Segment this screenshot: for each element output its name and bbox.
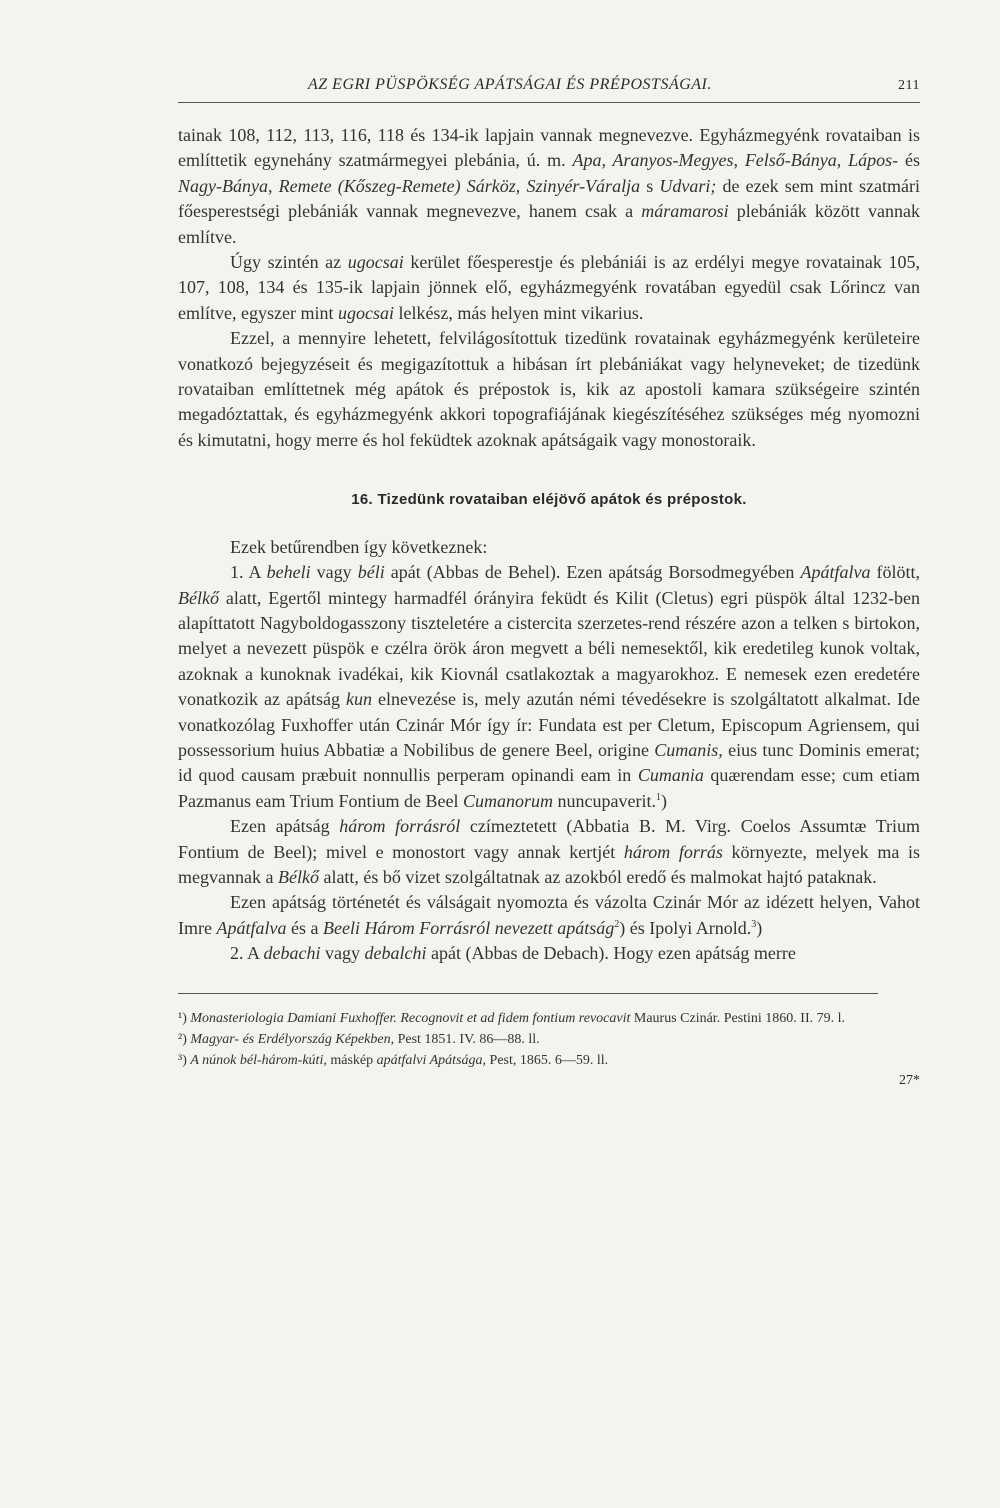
page-number: 211 <box>898 78 920 93</box>
footnote: ¹) Monasteriologia Damiani Fuxhoffer. Recognovit et ad fidem fontium revocavit Maurus Czinár. Pestini 1860. II. 79. l. <box>178 1010 846 1026</box>
document-page <box>178 72 920 1089</box>
footnotes <box>178 1008 920 1071</box>
running-head-title: AZ EGRI PÜSPÖKSÉG APÁTSÁGAI ÉS PRÉPOSTSÁGAI. <box>308 76 712 93</box>
paragraph: Ezen apátság három forrásról czímeztetett (Abbatia B. M. Virg. Coelos Assumtæ Trium Fontium de Beel); mivel e monostort vagy annak kertjét három forrás környezte, melyek ma is megvannak a Bélkő alatt, és bő vizet szolgáltatnak az azokból eredő és malmokat hajtó pataknak. <box>178 816 921 887</box>
section-heading: 16. Tizedünk rovataiban eléjövő apátok és prépostok. <box>351 491 747 509</box>
body-text <box>178 123 920 967</box>
footnote-rule <box>178 993 878 994</box>
footnote: ³) A núnok bél-három-kúti, máskép apátfalvi Apátsága, Pest, 1865. 6—59. ll. <box>178 1052 609 1068</box>
paragraph: 1. A beheli vagy béli apát (Abbas de Behel). Ezen apátság Borsodmegyében Apátfalva fölött, Bélkő alatt, Egertől mintegy harmadfél órányira feküdt és Kilit (Cletus) egri püspök által 1232-ben alapíttatott Nagyboldogasszony tiszteletére a cistercita szerzetes-rend részére azon a telken s birtokon, melyet a nevezett püspök e czélra örök áron megvett a béli nemesektől, kik eredetileg kunok voltak, azoknak a kunoknak ivadékai, kik Kiovnál csatlakoztak a magyarokhoz. E nemesek ezen eredetére vonatkozik az apátság kun elnevezése is, mely azután némi tévedésekre is szolgáltatott alkalmat. Ide vonatkozólag Fuxhoffer után Czinár Mór így ír: Fundata est per Cletum, Episcopum Agriensem, qui possessorium huius Abbatiæ a Nobilibus de genere Beel, origine Cumanis, eius tunc Dominis emerat; id quod causam præbuit nonnullis perperam opinandi eam in Cumania quærendam esse; cum etiam Pazmanus eam Trium Fontium de Beel Cumanorum nuncupaverit.$^1$) <box>178 562 921 811</box>
footnote: ²) Magyar- és Erdélyország Képekben, Pest 1851. IV. 86—88. ll. <box>178 1031 540 1047</box>
running-head <box>178 72 920 100</box>
paragraph: Ezzel, a mennyire lehetett, felvilágosítottuk tizedünk rovatainak egyházmegyénk kerületeire vonatkozó bejegyzéseit és megigazítottuk a hibásan írt plebániákat vagy helyneveket; de tizedünk rovataiban említtetnek még apátok és prépostok is, kik az apostoli kamara szükségeire szintén megadóztattak, és egyházmegyénk akkori topografiájának kiegészítéséhez szükséges még nyomozni és kimutatni, hogy merre és hol feküdtek azoknak apátságaik vagy monostoraik. <box>178 328 920 450</box>
paragraph: Ezek betűrendben így következnek: <box>230 536 488 557</box>
header-rule <box>178 102 920 103</box>
signature-mark: 27* <box>899 1072 920 1088</box>
paragraph: 2. A debachi vagy debalchi apát (Abbas de Debach). Hogy ezen apátság merre <box>230 943 796 964</box>
paragraph: Ezen apátság történetét és válságait nyomozta és vázolta Czinár Mór az idézett helyen, Vahot Imre Apátfalva és a Beeli Három Forrásról nevezett apátság$^2$) és Ipolyi Arnold.$^3$) <box>178 892 920 938</box>
paragraph: Úgy szintén az ugocsai kerület főesperestje és plebániái is az erdélyi megye rovatainak 105, 107, 108, 134 és 135-ik lapjain jönnek elő, egyházmegyénk rovatában egyedül csak Lőrincz van említve, egyszer mint ugocsai lelkész, más helyen mint vikarius. <box>178 252 920 323</box>
paragraph: tainak 108, 112, 113, 116, 118 és 134-ik lapjain vannak megnevezve. Egyházmegyénk rovataiban is említtetik egynehány szatmármegyei plebánia, ú. m. Apa, Aranyos-Megyes, Felső-Bánya, Lápos- és Nagy-Bánya, Remete (Kőszeg-Remete) Sárköz, Szinyér-Váralja s Udvari; de ezek sem mint szatmári főesperestségi plebániák vannak megnevezve, hanem csak a máramarosi plebániák között vannak említve. <box>178 125 921 247</box>
